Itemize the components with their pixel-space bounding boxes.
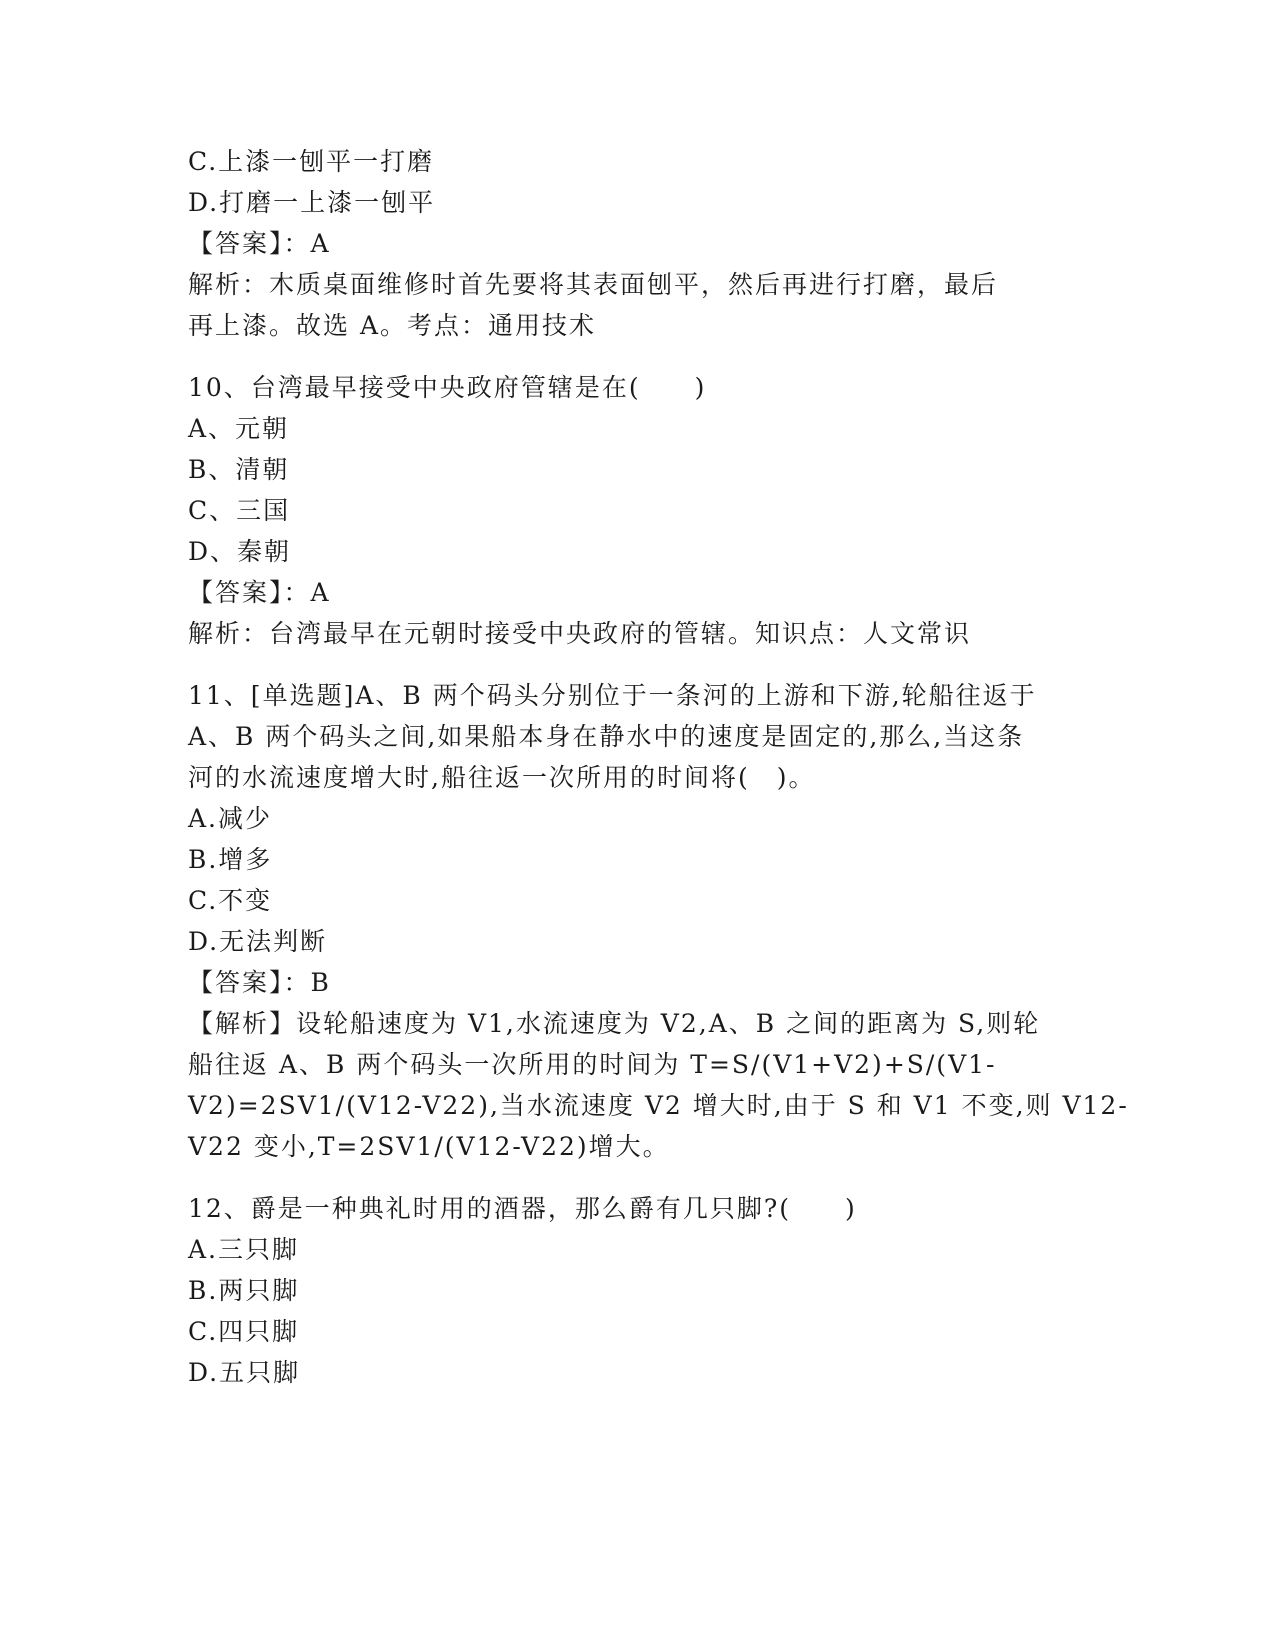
q11-analysis-line-3: V2)=2SV1/(V12-V22),当水流速度 V2 增大时,由于 S 和 V1 不变,则 V12-: [188, 1091, 1129, 1120]
q9-option-c: C.上漆一刨平一打磨: [188, 147, 435, 176]
q10-option-a: A、元朝: [188, 414, 290, 443]
q11-option-b: B.增多: [188, 845, 273, 874]
q11-option-c: C.不变: [188, 886, 273, 915]
q11-analysis-line-4: V22 变小,T=2SV1/(V12-V22)增大。: [188, 1132, 670, 1161]
q10-option-b: B、清朝: [188, 455, 290, 484]
q9-analysis-line-2: 再上漆。故选 A。考点：通用技术: [188, 311, 597, 340]
q11-stem-line-1: 11、[单选题]A、B 两个码头分别位于一条河的上游和下游,轮船往返于: [188, 681, 1037, 710]
q12-option-c: C.四只脚: [188, 1317, 300, 1346]
q11-analysis-line-1: 【解析】设轮船速度为 V1,水流速度为 V2,A、B 之间的距离为 S,则轮: [188, 1009, 1041, 1038]
q10-analysis: 解析：台湾最早在元朝时接受中央政府的管辖。知识点：人文常识: [188, 619, 972, 648]
q11-stem-line-3: 河的水流速度增大时,船往返一次所用的时间将( )。: [188, 763, 816, 792]
q12-stem: 12、爵是一种典礼时用的酒器，那么爵有几只脚?( ): [188, 1194, 857, 1223]
q12-option-b: B.两只脚: [188, 1276, 300, 1305]
q11-analysis-line-2: 船往返 A、B 两个码头一次所用的时间为 T=S/(V1+V2)+S/(V1-: [188, 1050, 997, 1079]
q11-option-a: A.减少: [188, 804, 273, 833]
q10-answer: 【答案】：A: [188, 578, 331, 607]
q11-stem-line-2: A、B 两个码头之间,如果船本身在静水中的速度是固定的,那么,当这条: [188, 722, 1025, 751]
q12-option-a: A.三只脚: [188, 1235, 300, 1264]
q11-option-d: D.无法判断: [188, 927, 328, 956]
q9-answer: 【答案】：A: [188, 229, 331, 258]
q10-option-d: D、秦朝: [188, 537, 292, 566]
q9-analysis-line-1: 解析：木质桌面维修时首先要将其表面刨平，然后再进行打磨，最后: [188, 270, 999, 299]
q10-stem: 10、台湾最早接受中央政府管辖是在( ): [188, 373, 707, 402]
q11-answer: 【答案】：B: [188, 968, 331, 997]
q12-option-d: D.五只脚: [188, 1358, 301, 1387]
q9-option-d: D.打磨一上漆一刨平: [188, 188, 436, 217]
q10-option-c: C、三国: [188, 496, 291, 525]
